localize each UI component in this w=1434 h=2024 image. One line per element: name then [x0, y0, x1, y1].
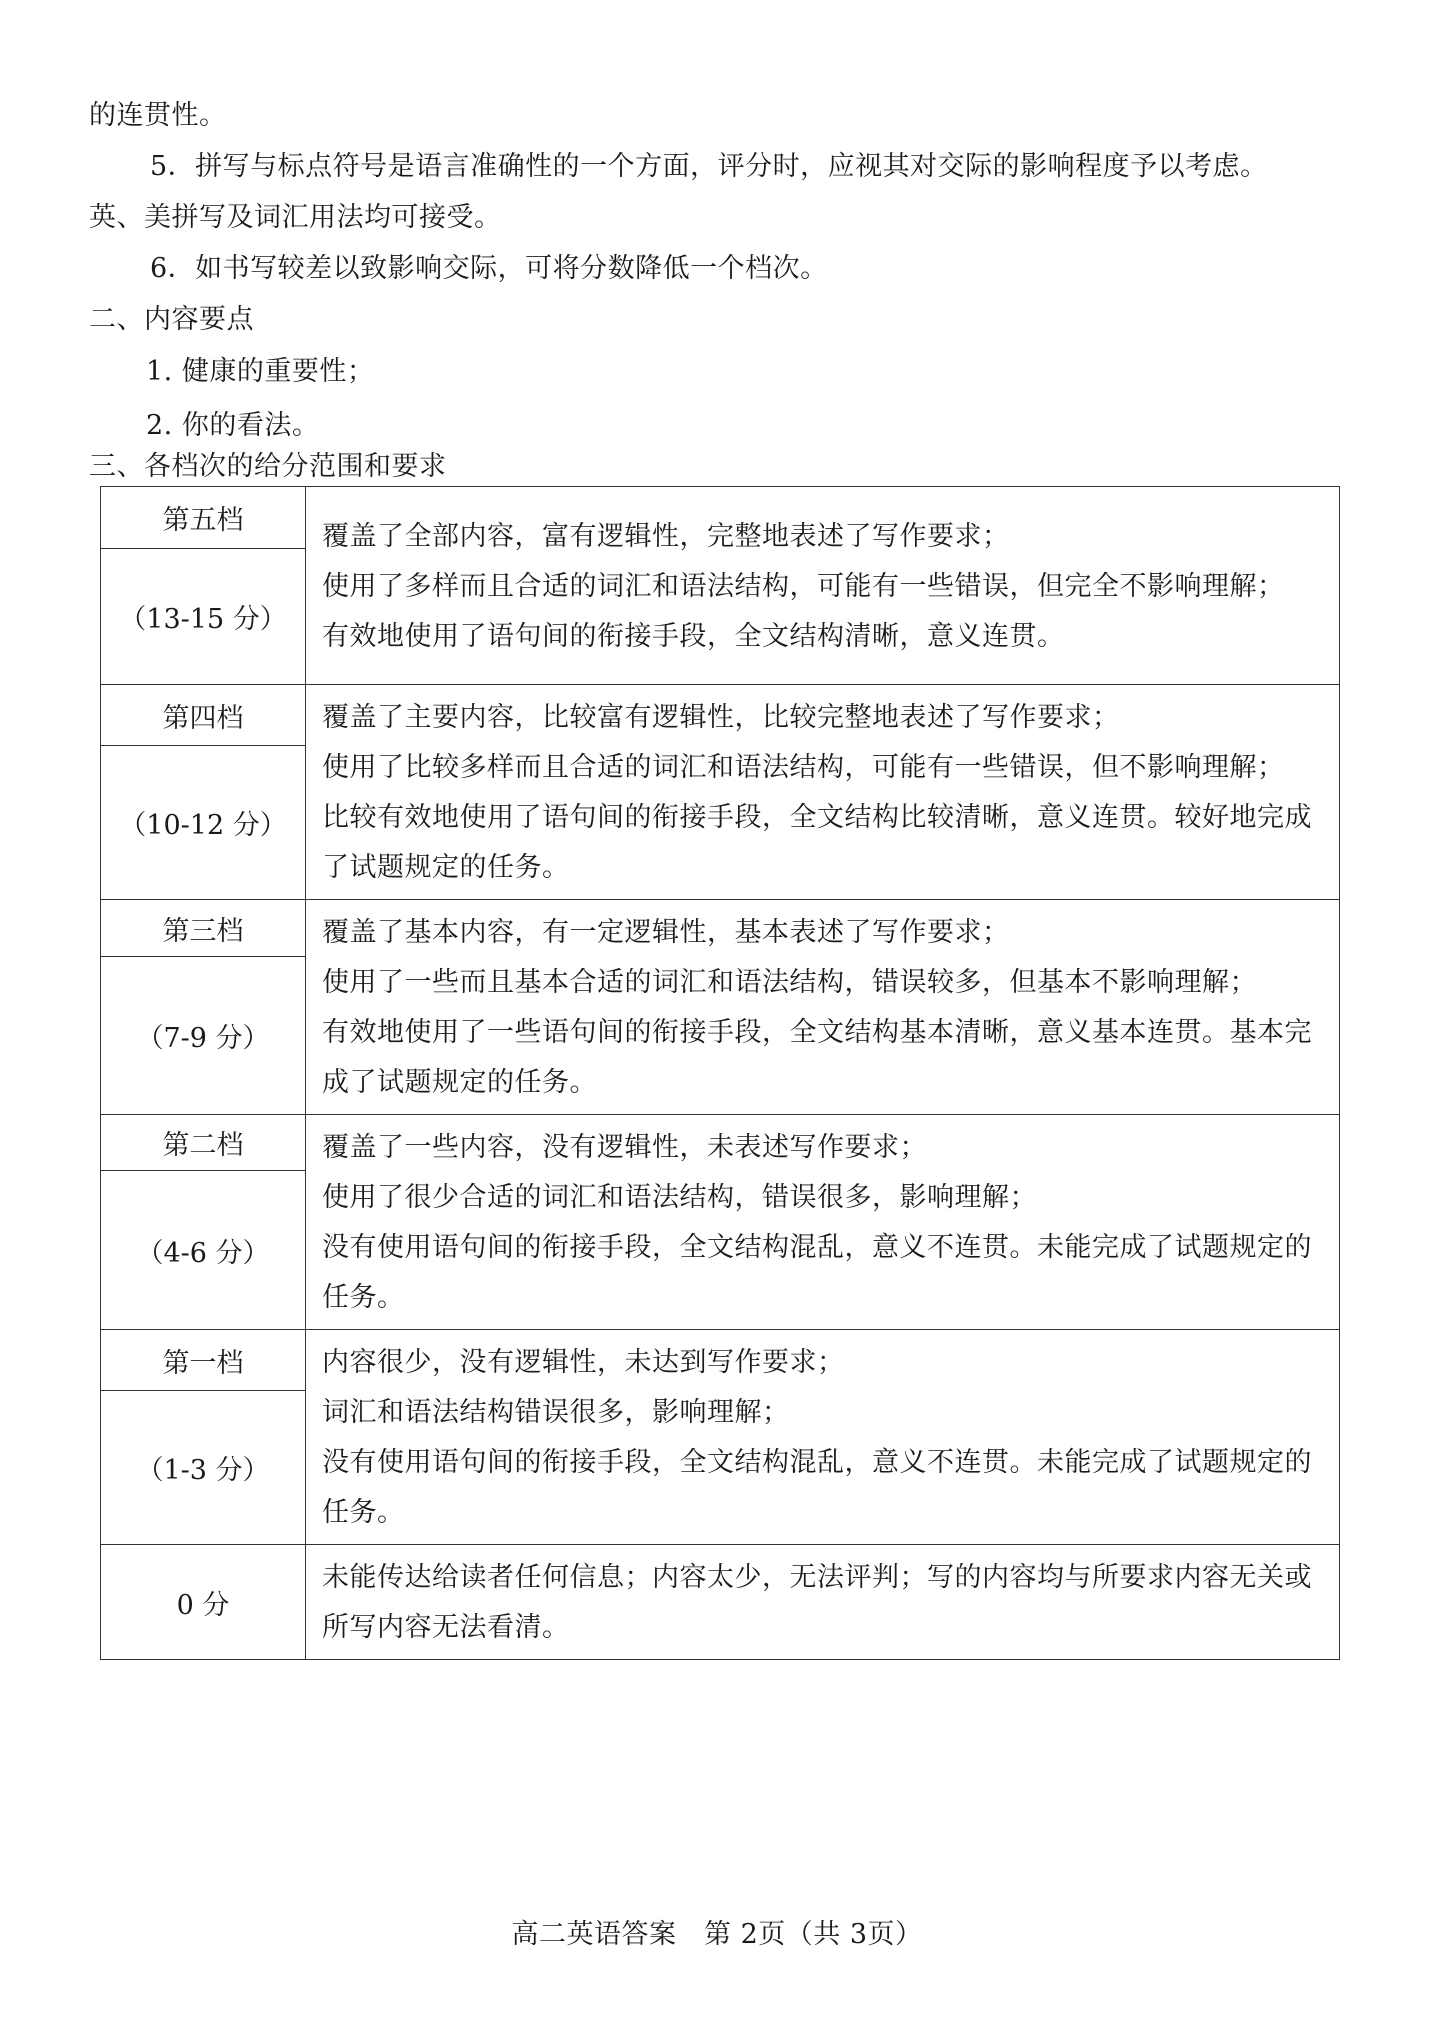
content-point-2: 2. 你的看法。 — [146, 410, 320, 441]
grade-desc-line: 使用了很少合适的词汇和语法结构，错误很多，影响理解； — [322, 1182, 1037, 1213]
grade-row-5-name — [101, 487, 1340, 549]
grade-name: 第二档 — [101, 1115, 306, 1171]
grade-description — [306, 900, 1340, 1115]
page-footer: 高二英语答案 第 2页（共 3页） — [511, 1919, 923, 1950]
grade-desc-line: 覆盖了全部内容，富有逻辑性，完整地表述了写作要求； — [322, 520, 1010, 552]
grade-range: （13-15 分） — [101, 549, 306, 685]
grade-name: 第一档 — [101, 1330, 306, 1391]
grade-desc-line: 覆盖了一些内容，没有逻辑性，未表述写作要求； — [322, 1132, 927, 1163]
grade-name: 第三档 — [101, 900, 306, 957]
grade-row-0 — [101, 1545, 1340, 1660]
section-2-heading: 二、内容要点 — [89, 304, 254, 335]
grade-desc-line: 有效地使用了语句间的衔接手段，全文结构清晰，意义连贯。 — [322, 620, 1065, 652]
grade-desc-line: 词汇和语法结构错误很多，影响理解； — [322, 1397, 790, 1428]
grade-row-2-name — [101, 1115, 1340, 1171]
grade-desc-line: 未能传达给读者任何信息；内容太少，无法评判；写的内容均与所要求内容无关或所写内容无法看清。 — [322, 1562, 1312, 1643]
grade-name: 第四档 — [101, 685, 306, 746]
grade-desc-line: 使用了多样而且合适的词汇和语法结构，可能有一些错误，但完全不影响理解； — [322, 570, 1285, 602]
grade-desc-line: 使用了比较多样而且合适的词汇和语法结构，可能有一些错误，但不影响理解； — [322, 752, 1285, 783]
grade-row-1-name — [101, 1330, 1340, 1391]
grade-desc-line: 比较有效地使用了语句间的衔接手段，全文结构比较清晰，意义连贯。较好地完成了试题规定的任务。 — [322, 802, 1312, 883]
content-point-1: 1. 健康的重要性； — [146, 356, 375, 387]
grade-name: 第五档 — [101, 487, 306, 549]
grade-description — [306, 1330, 1340, 1545]
grade-range: （10-12 分） — [101, 746, 306, 900]
grading-table — [100, 486, 1340, 1660]
grade-range: （1-3 分） — [101, 1391, 306, 1545]
grade-description — [306, 1545, 1340, 1660]
section-3-heading: 三、各档次的给分范围和要求 — [89, 451, 447, 482]
grade-desc-line: 覆盖了基本内容，有一定逻辑性，基本表述了写作要求； — [322, 917, 1010, 948]
grade-range: 0 分 — [101, 1545, 306, 1660]
grade-desc-line: 使用了一些而且基本合适的词汇和语法结构，错误较多，但基本不影响理解； — [322, 967, 1257, 998]
grade-description — [306, 487, 1340, 685]
grade-desc-line: 内容很少，没有逻辑性，未达到写作要求； — [322, 1347, 845, 1378]
grade-description — [306, 685, 1340, 900]
intro-line-4: 6．如书写较差以致影响交际，可将分数降低一个档次。 — [150, 253, 828, 284]
grade-row-3-name — [101, 900, 1340, 957]
grade-desc-line: 没有使用语句间的衔接手段，全文结构混乱，意义不连贯。未能完成了试题规定的任务。 — [322, 1232, 1312, 1313]
grade-desc-line: 覆盖了主要内容，比较富有逻辑性，比较完整地表述了写作要求； — [322, 702, 1120, 733]
grade-range: （4-6 分） — [101, 1171, 306, 1330]
intro-line-1: 的连贯性。 — [89, 100, 227, 131]
grade-desc-line: 有效地使用了一些语句间的衔接手段，全文结构基本清晰，意义基本连贯。基本完成了试题规定的任务。 — [322, 1017, 1312, 1098]
grade-row-4-name — [101, 685, 1340, 746]
grade-range: （7-9 分） — [101, 957, 306, 1115]
intro-line-3: 英、美拼写及词汇用法均可接受。 — [89, 202, 502, 233]
grade-description — [306, 1115, 1340, 1330]
intro-line-2: 5．拼写与标点符号是语言准确性的一个方面，评分时，应视其对交际的影响程度予以考虑。 — [150, 151, 1268, 182]
grade-desc-line: 没有使用语句间的衔接手段，全文结构混乱，意义不连贯。未能完成了试题规定的任务。 — [322, 1447, 1312, 1528]
